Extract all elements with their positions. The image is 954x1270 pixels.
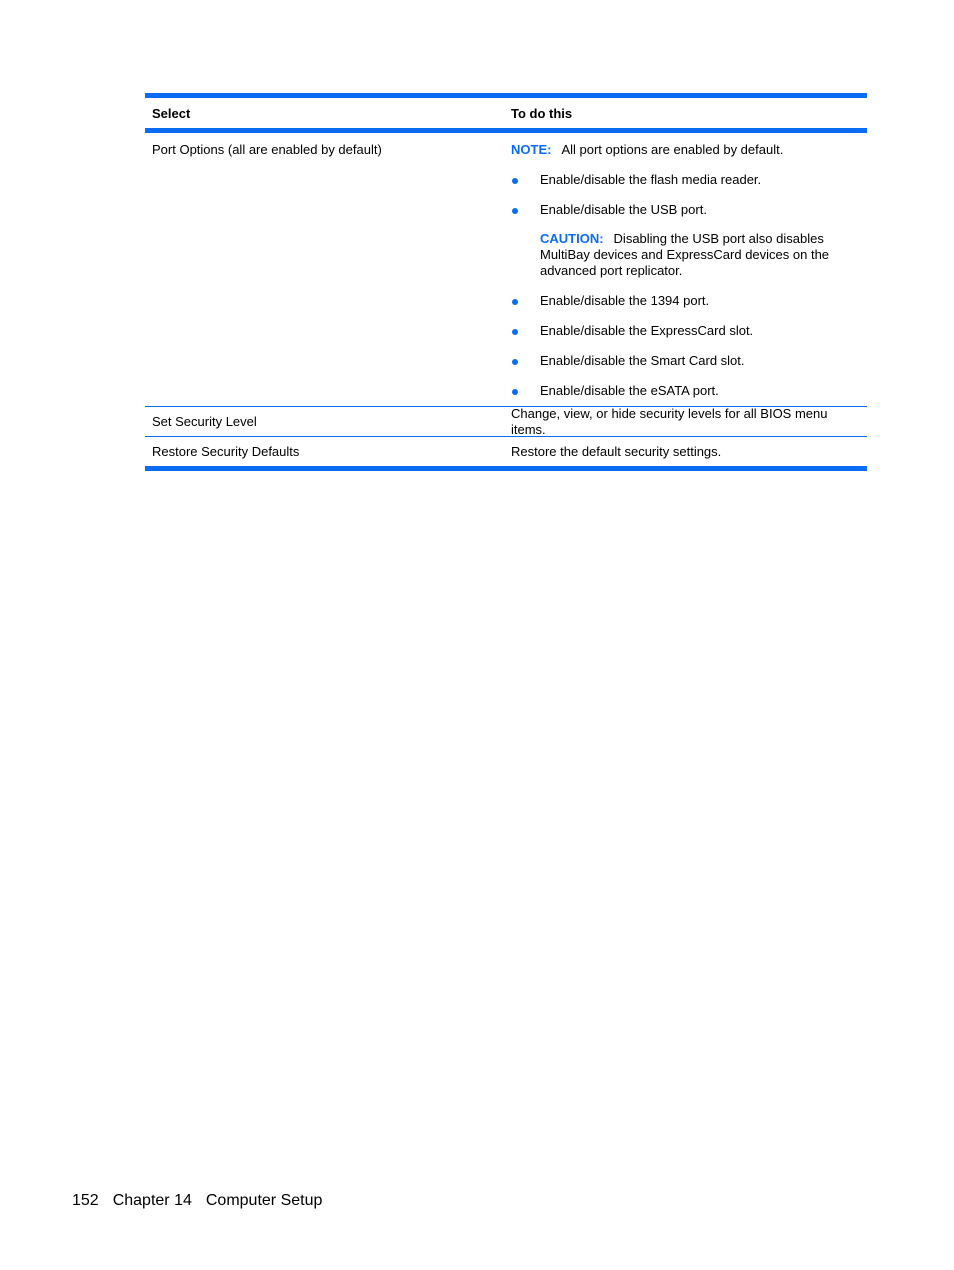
chapter-label: Chapter 14	[112, 1192, 192, 1209]
page-footer	[72, 1192, 336, 1210]
caution	[511, 231, 863, 279]
bullet-icon	[512, 359, 518, 365]
note-label: NOTE:	[511, 142, 552, 157]
row-select: Restore Security Defaults	[152, 443, 300, 459]
table-header-row	[145, 98, 867, 128]
list-item: Enable/disable the flash media reader.	[511, 172, 863, 188]
list-item: Enable/disable the 1394 port.	[511, 293, 863, 309]
table-row	[145, 437, 867, 466]
chapter-title: Computer Setup	[205, 1192, 323, 1209]
bullet-icon	[512, 329, 518, 335]
page-number: 152	[72, 1192, 99, 1209]
caution-label: CAUTION:	[540, 231, 604, 246]
list-item: Enable/disable the ExpressCard slot.	[511, 323, 863, 339]
port-options-label: Port Options (all are enabled by default)	[152, 142, 382, 157]
note-text: All port options are enabled by default.	[561, 142, 784, 157]
table-row-port-options	[145, 133, 867, 406]
table-row	[145, 407, 867, 436]
table-bottom-rule	[145, 466, 867, 471]
bullet-icon	[512, 178, 518, 184]
header-select: Select	[152, 106, 191, 121]
caution-text: Disabling the USB port also disables MultiBay devices and ExpressCard devices on the advanced port replicator.	[540, 231, 830, 278]
bullet-icon	[512, 389, 518, 395]
list-item: Enable/disable the Smart Card slot.	[511, 353, 863, 369]
bullet-icon	[512, 208, 518, 214]
row-select: Set Security Level	[152, 413, 257, 429]
note	[511, 142, 863, 158]
settings-table	[145, 93, 867, 471]
port-options-details	[505, 142, 867, 399]
list-item: Enable/disable the USB port.	[511, 202, 863, 218]
list-item: Enable/disable the eSATA port.	[511, 383, 863, 399]
row-todo: Change, view, or hide security levels for all BIOS menu items.	[511, 405, 828, 437]
header-todo: To do this	[511, 106, 573, 121]
row-todo: Restore the default security settings.	[511, 443, 722, 459]
bullet-icon	[512, 299, 518, 305]
